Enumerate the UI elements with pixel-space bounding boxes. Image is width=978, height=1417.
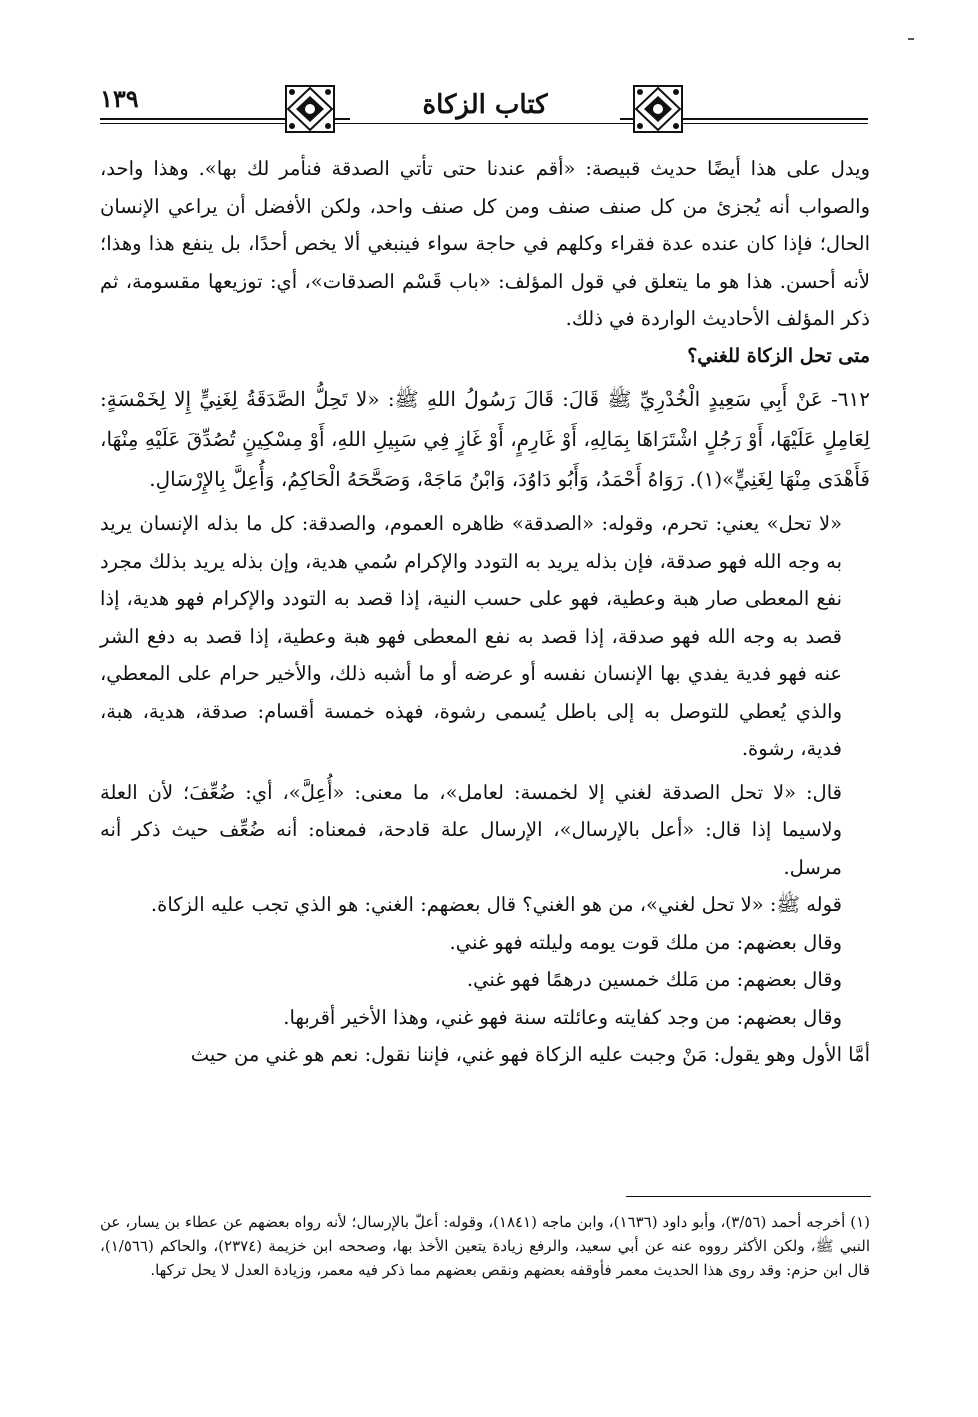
paragraph: ويدل على هذا أيضًا حديث قبيصة: «أقم عندنا حتى تأتي الصدقة فنأمر لك بها». وهذا واحد، والصواب أنه يُجزئ من كل صنف صنف ومن كل صنف واحد، ولكن الأفضل أن يراعي الإنسان الحال؛ فإذا كان عنده عدة فقراء وكلهم في حاجة سواء فينبغي ألا يخص أحدًا، بل ينفع هذا وهذا؛ لأنه أحسن. هذا هو ما يتعلق في قول المؤلف: «باب قَسْم الصدقات»، أي: توزيعها مقسومة، ثم ذكر المؤلف الأحاديث الواردة في ذلك. xyxy=(100,157,870,330)
page-header xyxy=(100,82,868,140)
page-number: ١٣٩ xyxy=(100,84,139,113)
hadith-text: ٦١٢- عَنْ أَبِي سَعِيدٍ الْخُدْرِيِّ ﷺ قَالَ: قَالَ رَسُولُ اللهِ ﷺ: «لا تَحِلُّ الصَّدَقَةُ لِغَنِيٍّ إِلا لِخَمْسَةٍ: لِعَامِلٍ عَلَيْهَا، أَوْ رَجُلٍ اشْتَرَاهَا بِمَالِهِ، أَوْ غَارِمٍ، أَوْ غَازٍ فِي سَبِيلِ اللهِ، أَوْ مِسْكِينٍ تُصُدِّقَ عَلَيْهِ مِنْهَا، فَأَهْدَى مِنْهَا لِغَنِيٍّ»(١). رَوَاهُ أَحْمَدُ، وَأَبُو دَاوُدَ، وَابْنُ مَاجَهْ، وَصَحَّحَهُ الْحَاكِمُ، وَأُعِلَّ بِالإِرْسَالِ. xyxy=(100,387,870,491)
paragraph: «لا تحل» يعني: تحرم، وقوله: «الصدقة» ظاهره العموم، والصدقة: كل ما بذله الإنسان يريد به وجه الله فهو صدقة، فإن بذله يريد به التودد والإكرام سُمي هدية، وإن بذله يريد بذلك مجرد نفع المعطى صار هبة وعطية، فهو على حسب النية، إذا قصد به التودد والإكرام فهو هدية، إذا قصد به وجه الله فهو صدقة، إذا قصد به نفع المعطى فهو هبة وعطية، إذا قصد به دفع الشر عنه فهو فدية يفدي بها الإنسان نفسه أو عرضه أو ما أشبه ذلك، والأخير حرام على المعطي، والذي يُعطي للتوصل به إلى باطل يُسمى رشوة، فهذه خمسة أقسام: صدقة، هدية، هبة، فدية، رشوة. xyxy=(100,512,842,760)
header-rule-thin xyxy=(100,123,868,124)
footnote-separator xyxy=(626,1196,871,1197)
footnotes xyxy=(100,1210,870,1282)
section-heading: متى تحل الزكاة للغني؟ xyxy=(687,344,870,367)
paragraph: وقال بعضهم: من ملك قوت يومه وليلته فهو غني. xyxy=(449,930,842,954)
margin-mark xyxy=(908,38,914,40)
ornament-right-icon xyxy=(628,82,688,136)
paragraph: قال: «لا تحل الصدقة لغني إلا لخمسة: لعامل»، ما معنى: «أُعِلَّ»، أي: ضُعِّفَ؛ لأن العلة ولاسيما إذا قال: «أعل بالإرسال»، الإرسال علة قادحة، فمعناه: أنه ضُعِّف حيث ذكر أنه مرسل. xyxy=(100,780,842,879)
paragraph: وقال بعضهم: من مَلك خمسين درهمًا فهو غني. xyxy=(466,968,842,991)
footnote: (١) أخرجه أحمد (٣/٥٦)، وأبو داود (١٦٣٦)، وابن ماجه (١٨٤١)، وقوله: أعلّ بالإرسال؛ لأنه رواه بعضهم عن عطاء بن يسار، عن النبي ﷺ، ولكن الأكثر رووه عنه عن أبي سعيد، والرفع زيادة يتعين الأخذ بها، وصححه ابن خزيمة (٢٣٧٤)، والحاكم (١/٥٦٦)، قال ابن حزم: وقد روى هذا الحديث معمر فأوقفه بعضهم ونقص بعضهم مما ذكر فيه معمر، وزيادة العدل لا يحل تركها. xyxy=(100,1213,870,1279)
ornament-left-icon xyxy=(280,82,340,136)
paragraph: قوله ﷺ: «لا تحل لغني»، من هو الغني؟ قال بعضهم: الغني: هو الذي تجب عليه الزكاة. xyxy=(150,893,842,916)
running-title: كتاب الزكاة xyxy=(350,90,620,120)
main-text xyxy=(100,150,870,1074)
paragraph: أمَّا الأول وهو يقول: مَنْ وجبت عليه الزكاة فهو غني، فإننا نقول: نعم هو غني من حيث xyxy=(190,1043,870,1066)
paragraph: وقال بعضهم: من وجد كفايته وعائلته سنة فهو غني، وهذا الأخير أقربها. xyxy=(283,1005,842,1029)
